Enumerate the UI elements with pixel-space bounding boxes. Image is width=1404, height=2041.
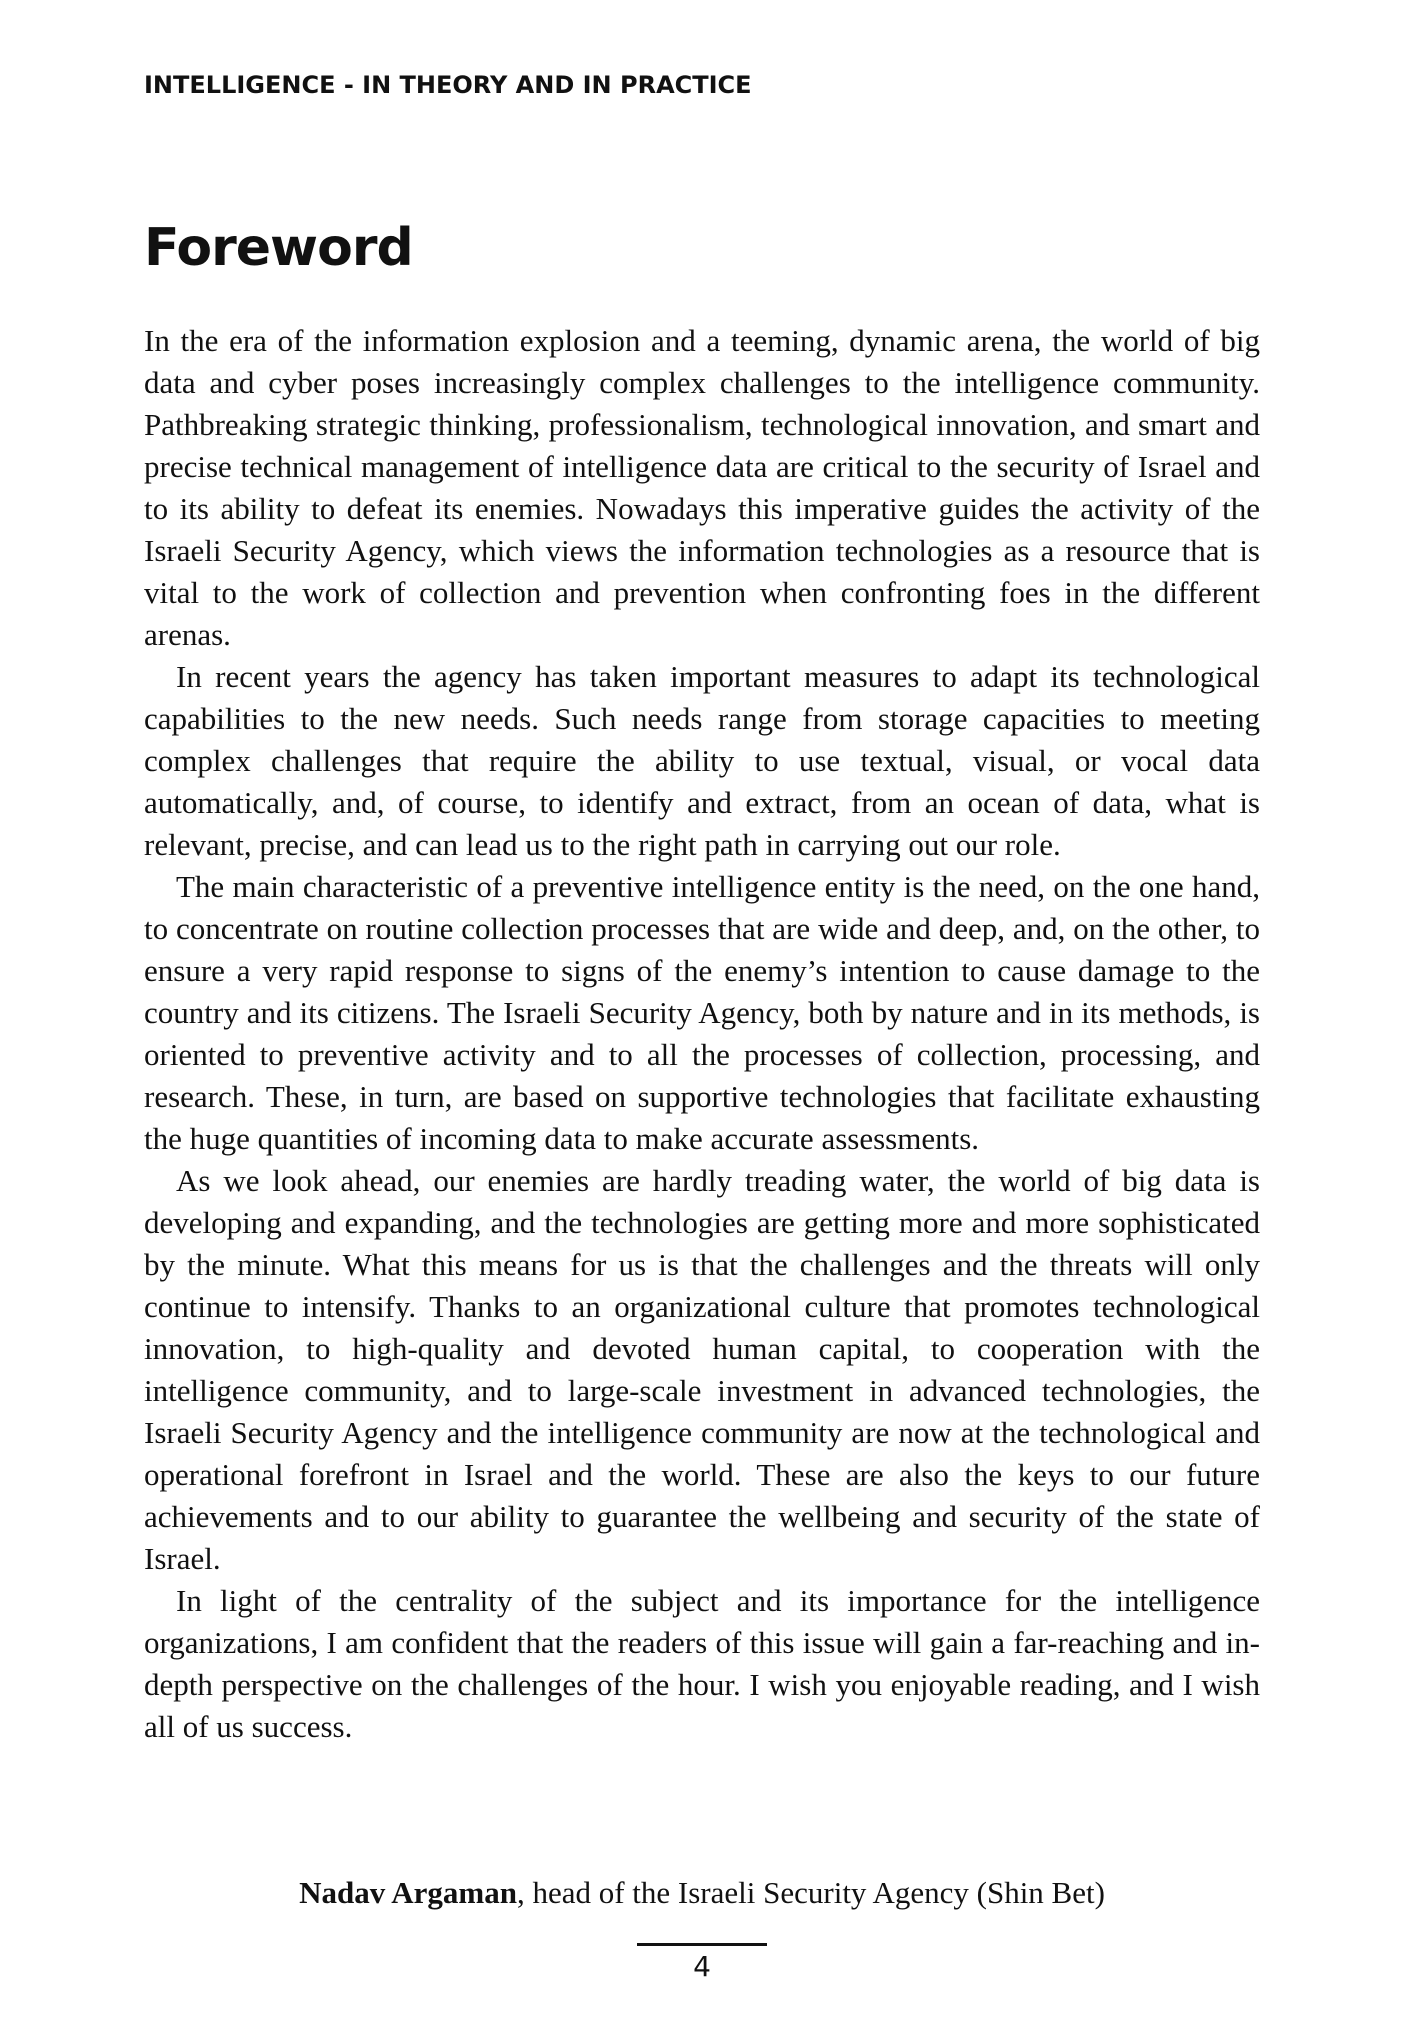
paragraph: In the era of the information explosion and a teeming, dynamic arena, the world of big data and cyber poses increasingly complex challenges to the intelligence community. Pathbreaking strategic thinking, professionalism, technological innovation, and smart and precise technical management of intelligence data are critical to the security of Israel and to its ability to defeat its enemies. Nowadays this imperative guides the activity of the Israeli Security Agency, which views the information technologies as a resource that is vital to the work of collection and prevention when confronting foes in the different arenas. (144, 323, 1260, 652)
paragraph: As we look ahead, our enemies are hardly treading water, the world of big data is developing and expanding, and the technologies are getting more and more sophisticated by the minute. What this means for us is that the challenges and the threats will only continue to intensify. Thanks to an organizational culture that promotes technological innovation, to high-quality and devoted human capital, to cooperation with the intelligence community, and to large-scale investment in advanced technologies, the Israeli Security Agency and the intelligence community are now at the technological and operational forefront in Israel and the world. These are also the keys to our future achievements and to our ability to guarantee the wellbeing and security of the state of Israel. (144, 1163, 1260, 1576)
running-head: INTELLIGENCE - IN THEORY AND IN PRACTICE (144, 71, 752, 99)
paragraph: The main characteristic of a preventive intelligence entity is the need, on the one hand, to concentrate on routine collection processes that are wide and deep, and, on the other, to ensure a very rapid response to signs of the enemy’s intention to cause damage to the country and its citizens. The Israeli Security Agency, both by nature and in its methods, is oriented to preventive activity and to all the processes of collection, processing, and research. These, in turn, are based on supportive technologies that facilitate exhausting the huge quantities of incoming data to make accurate assessments. (144, 869, 1260, 1156)
signature-role: , head of the Israeli Security Agency (Shin Bet) (516, 1875, 1105, 1910)
page-number-rule (637, 1943, 767, 1946)
page-title: Foreword (144, 218, 413, 278)
signature (144, 1872, 1260, 1914)
paragraph: In recent years the agency has taken important measures to adapt its technological capabilities to the new needs. Such needs range from storage capacities to meeting complex challenges that require the ability to use textual, visual, or vocal data automatically, and, of course, to identify and extract, from an ocean of data, what is relevant, precise, and can lead us to the right path in carrying out our role. (144, 659, 1260, 862)
signature-name: Nadav Argaman (299, 1875, 517, 1910)
paragraph: In light of the centrality of the subject and its importance for the intelligence organizations, I am confident that the readers of this issue will gain a far-reaching and in-depth perspective on the challenges of the hour. I wish you enjoyable reading, and I wish all of us success. (144, 1583, 1260, 1744)
body-text (144, 320, 1260, 1748)
page-number: 4 (693, 1950, 711, 1983)
